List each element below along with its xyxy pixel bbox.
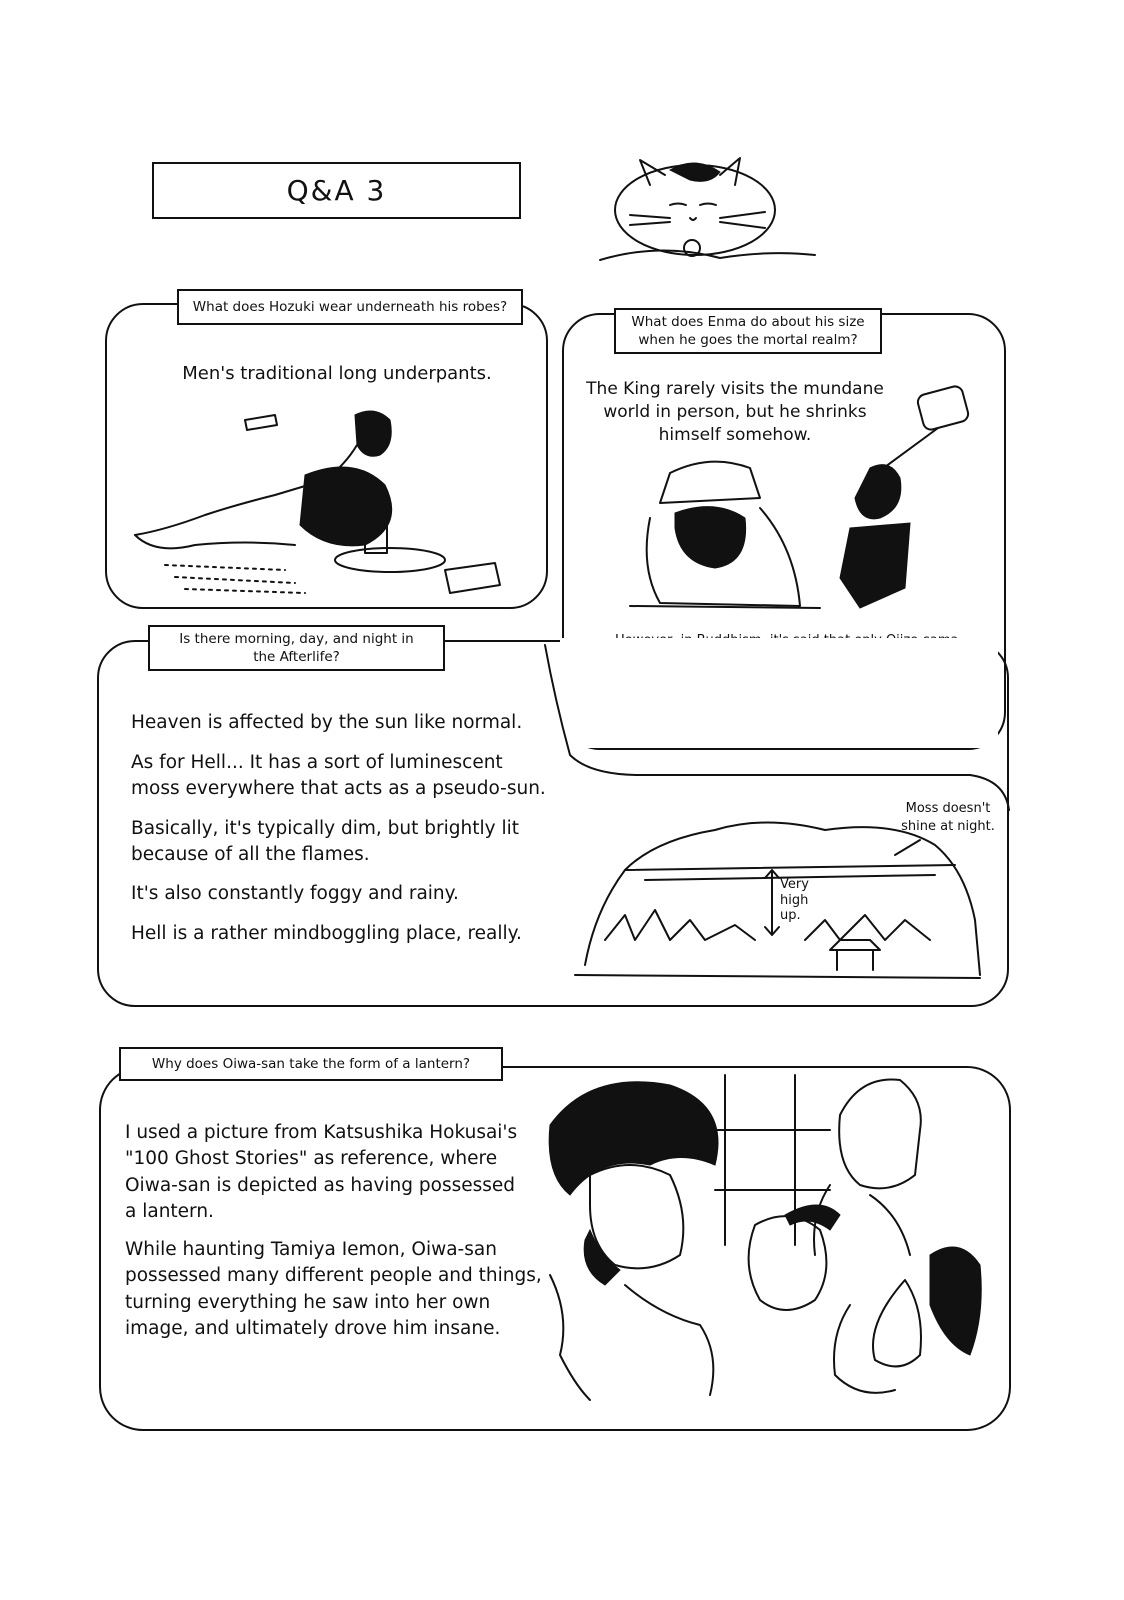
answer-text-oiwa bbox=[125, 1120, 545, 1342]
answer-line: While haunting Tamiya Iemon, Oiwa-san bbox=[125, 1239, 497, 1261]
answer-line: "100 Ghost Stories" as reference, where bbox=[125, 1148, 498, 1170]
height-note-line: Very bbox=[780, 877, 809, 892]
answer-line: world in person, but he shrinks bbox=[603, 401, 867, 422]
answer-line: a lantern. bbox=[125, 1200, 214, 1222]
question-text-afterlife-line1: Is there morning, day, and night in bbox=[179, 630, 414, 647]
question-text-afterlife-line2: the Afterlife? bbox=[253, 649, 340, 665]
answer-text-afterlife bbox=[131, 710, 561, 947]
answer-paragraph bbox=[125, 1120, 545, 1225]
answer-line: Basically, it's typically dim, but brightly lit bbox=[131, 817, 519, 839]
moss-note-line: shine at night. bbox=[901, 819, 995, 835]
question-text-hozuki: What does Hozuki wear underneath his robes? bbox=[192, 298, 508, 315]
answer-line: The King rarely visits the mundane bbox=[586, 379, 884, 399]
answer-paragraph bbox=[131, 750, 561, 802]
hell-cavern-illustration bbox=[565, 810, 985, 985]
question-text-enma-line1: What does Enma do about his size bbox=[631, 313, 865, 330]
answer-line: image, and ultimately drove him insane. bbox=[125, 1317, 501, 1339]
answer-line: moss everywhere that acts as a pseudo-sun. bbox=[131, 777, 546, 799]
height-note bbox=[780, 877, 820, 924]
answer-line: Oiwa-san is depicted as having possessed bbox=[125, 1174, 515, 1196]
moss-note-line: Moss doesn't bbox=[905, 801, 991, 816]
answer-line: possessed many different people and things, bbox=[125, 1265, 542, 1287]
height-note-line: high bbox=[780, 892, 809, 908]
question-text-enma-line2: when he goes the mortal realm? bbox=[638, 332, 858, 348]
height-note-line: up. bbox=[780, 908, 801, 924]
answer-paragraph bbox=[131, 816, 561, 868]
question-box-afterlife bbox=[148, 625, 445, 671]
answer-paragraph: Heaven is affected by the sun like normal. bbox=[131, 712, 523, 733]
answer-paragraph bbox=[125, 1237, 545, 1342]
answer-line: because of all the flames. bbox=[131, 843, 370, 865]
answer-line: himself somehow. bbox=[658, 424, 812, 445]
question-text-oiwa: Why does Oiwa-san take the form of a lantern? bbox=[151, 1055, 471, 1072]
question-box-oiwa bbox=[119, 1047, 503, 1081]
answer-line: As for Hell... It has a sort of luminescent bbox=[131, 751, 503, 773]
answer-line: turning everything he saw into her own bbox=[125, 1291, 491, 1313]
answer-text-hozuki: Men's traditional long underpants. bbox=[182, 363, 492, 384]
answer-line: I used a picture from Katsushika Hokusai's bbox=[125, 1122, 518, 1143]
page-title: Q&A 3 bbox=[286, 174, 387, 207]
oiwa-ghost-illustration bbox=[530, 1055, 990, 1415]
answer-paragraph: Hell is a rather mindboggling place, really. bbox=[131, 923, 522, 945]
answer-paragraph: It's also constantly foggy and rainy. bbox=[131, 883, 459, 905]
